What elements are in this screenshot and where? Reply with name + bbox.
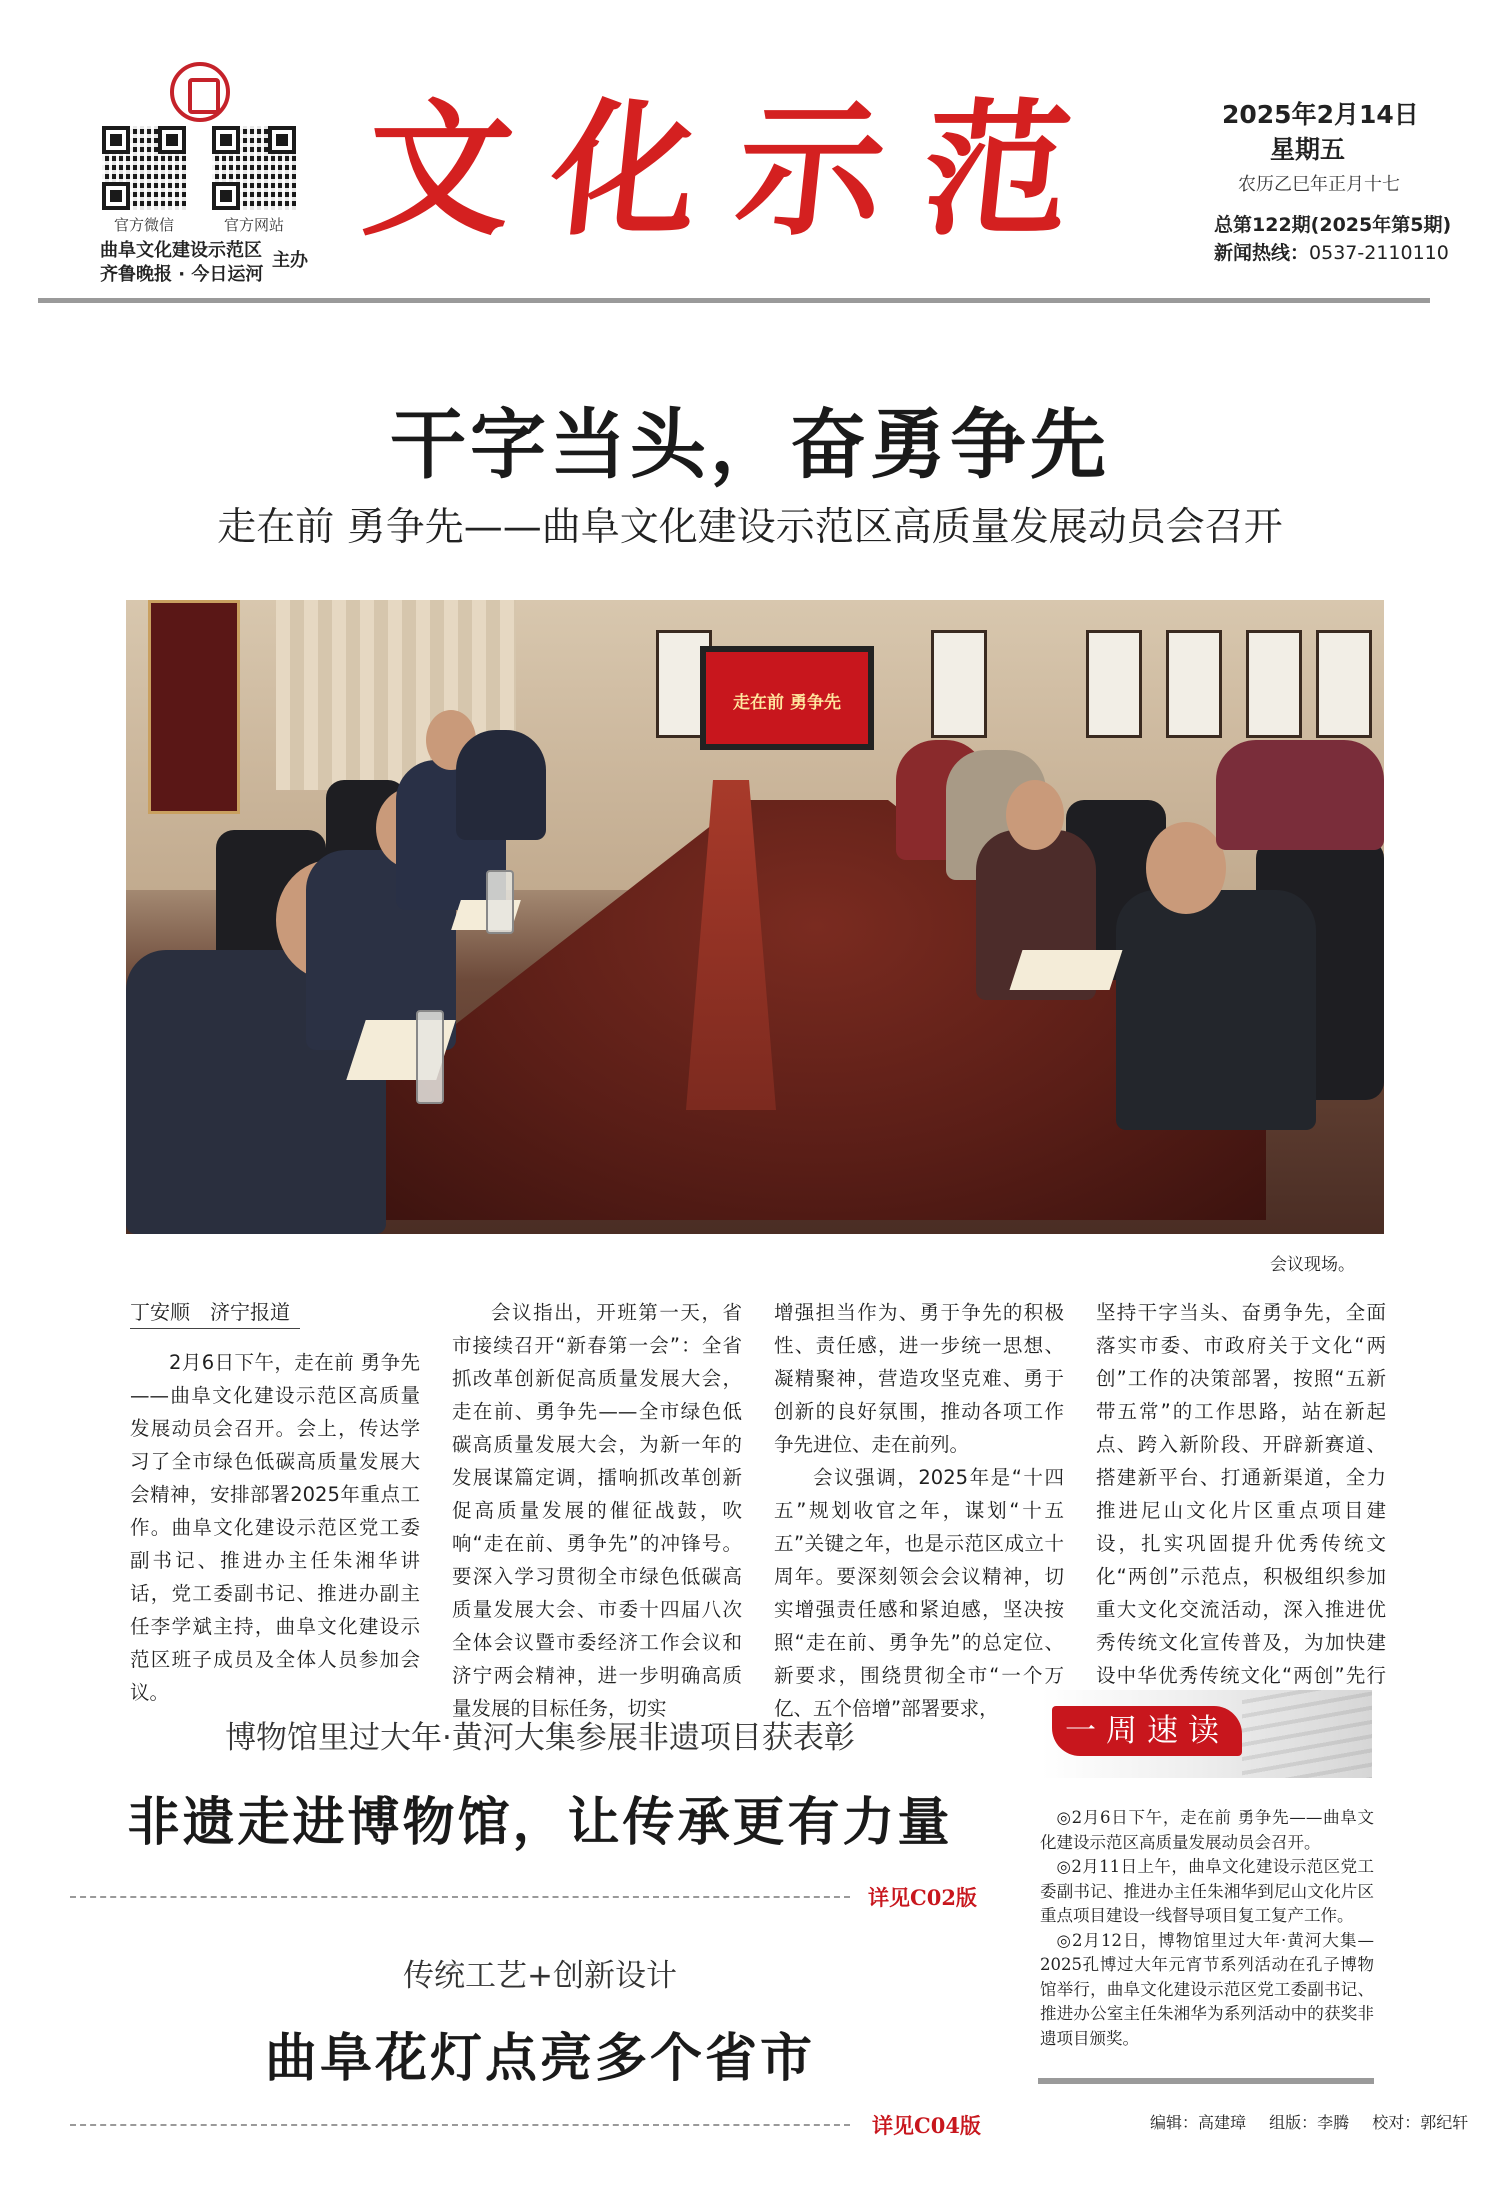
article-paragraph: 会议强调，2025年是“十四五”规划收官之年，谋划“十五五”关键之年，也是示范区成立十周年。要深刻领会会议精神，切实增强责任感和紧迫感，坚决按照“走在前、勇争先”的总定位、新要求，围绕贯彻全市“一个万亿、五个倍增”部署要求，	[774, 1466, 1064, 1720]
byline-underline	[130, 1328, 300, 1329]
promo-2-divider	[70, 2124, 850, 2126]
article-column-2	[452, 1296, 742, 1725]
page-credits	[1150, 2110, 1486, 2133]
photo-attendees-back-right	[1216, 740, 1384, 850]
qr-code-website[interactable]	[212, 126, 296, 210]
photo-wall-panel	[931, 630, 987, 738]
photo-wall-banner	[148, 600, 240, 814]
hotline-label: 新闻热线：	[1214, 242, 1310, 264]
lead-subhead: 走在前 勇争先——曲阜文化建设示范区高质量发展动员会召开	[217, 505, 1283, 550]
weekly-digest-item[interactable]: ◎2月11日上午，曲阜文化建设示范区党工委副书记、推进办主任朱湘华到尼山文化片区重点项目建设一线督导项目复工复产工作。	[1040, 1857, 1374, 1925]
host-role-label: 主办	[272, 250, 308, 271]
lunar-date: 农历乙巳年正月十七	[1238, 174, 1400, 195]
photo-water-bottle	[486, 870, 514, 934]
qr-label-wechat: 官方微信	[113, 216, 174, 234]
promo-2-kicker: 传统工艺+创新设计	[403, 1958, 677, 1994]
promo-2-see-more-link[interactable]: 详见C04版	[872, 2113, 981, 2138]
masthead-divider	[38, 298, 1430, 303]
hotline-number: 0537-2110110	[1309, 242, 1449, 264]
newspaper-nameplate: 文化示范	[357, 85, 1120, 256]
photo-projection-screen	[700, 646, 874, 750]
credit-layout: 组版：李腾	[1269, 2113, 1350, 2132]
promo-1-divider	[70, 1896, 850, 1898]
photo-notebook	[1010, 950, 1123, 990]
article-paragraph: 会议指出，开班第一天，省市接续召开“新春第一会”：全省抓改革创新促高质量发展大会，走在前、勇争先——全市绿色低碳高质量发展大会，为新一年的发展谋篇定调，擂响抓改革创新促高质量发展的催征战鼓，吹响“走在前、勇争先”的冲锋号。要深入学习贯彻全市绿色低碳高质量发展大会、市委十四届八次全体会议暨市委经济工作会议和济宁两会精神，进一步明确高质量发展的目标任务，切实	[452, 1301, 742, 1720]
photo-attendee-head	[1146, 822, 1226, 914]
qr-label-website: 官方网站	[223, 216, 284, 234]
article-byline: 丁安顺 济宁报道	[130, 1300, 290, 1324]
photo-screen-text: 走在前 勇争先	[733, 693, 841, 713]
article-paragraph: 2月6日下午，走在前 勇争先——曲阜文化建设示范区高质量发展动员会召开。会上，传达学习了全市绿色低碳高质量发展大会精神，安排部署2025年重点工作。曲阜文化建设示范区党工委副书记、推进办主任朱湘华讲话，党工委副书记、推进办副主任李学斌主持，曲阜文化建设示范区班子成员及全体人员参加会议。	[130, 1351, 420, 1704]
article-column-1	[130, 1346, 420, 1709]
news-hotline	[1214, 238, 1449, 265]
qr-code-wechat[interactable]	[102, 126, 186, 210]
weekly-digest-item[interactable]: ◎2月6日下午，走在前 勇争先——曲阜文化建设示范区高质量发展动员会召开。	[1040, 1808, 1374, 1852]
weekly-digest-bottom-rule	[1038, 2078, 1374, 2084]
photo-attendee-head	[1006, 780, 1064, 850]
weekly-digest-tag: 一周速读	[1052, 1706, 1242, 1756]
weekly-digest-item[interactable]: ◎2月12日，博物馆里过大年·黄河大集—2025孔博过大年元宵节系列活动在孔子博物馆举行，曲阜文化建设示范区党工委副书记、推进办公室主任朱湘华为系列活动中的获奖非遗项目颁奖。	[1040, 1930, 1374, 2048]
photo-attendee	[456, 730, 546, 840]
weekly-digest-list	[1040, 1806, 1374, 2051]
newspaper-seal-logo	[170, 62, 230, 122]
promo-1-title[interactable]: 非遗走进博物馆，让传承更有力量	[127, 1792, 953, 1853]
article-column-4	[1096, 1296, 1386, 1725]
host-organization-2: 齐鲁晚报 · 今日运河	[100, 264, 264, 285]
photo-wall-panel	[1316, 630, 1372, 738]
promo-1-see-more-link[interactable]: 详见C02版	[868, 1885, 977, 1910]
photo-wall-panel	[1166, 630, 1222, 738]
issue-number: 总第122期(2025年第5期)	[1214, 214, 1452, 236]
issue-date: 2025年2月14日	[1222, 100, 1419, 129]
photo-attendee	[1116, 890, 1316, 1130]
issue-weekday: 星期五	[1270, 135, 1346, 164]
lead-headline: 干字当头，奋勇争先	[390, 400, 1110, 489]
host-organization-1: 曲阜文化建设示范区	[100, 240, 262, 261]
photo-wall-panel	[1086, 630, 1142, 738]
photo-caption: 会议现场。	[1270, 1255, 1355, 1275]
photo-water-bottle	[416, 1010, 444, 1104]
credit-proofreader: 校对：郭纪轩	[1372, 2113, 1469, 2132]
credit-editor: 编辑：高建璋	[1150, 2113, 1247, 2132]
meeting-photo[interactable]	[126, 600, 1384, 1234]
photo-wall-panel	[1246, 630, 1302, 738]
article-column-3	[774, 1296, 1064, 1725]
promo-2-title[interactable]: 曲阜花灯点亮多个省市	[264, 2028, 815, 2089]
article-paragraph: 增强担当作为、勇于争先的积极性、责任感，进一步统一思想、凝精聚神，营造攻坚克难、勇于创新的良好氛围，推动各项工作争先进位、走在前列。	[774, 1301, 1064, 1456]
promo-1-kicker: 博物馆里过大年·黄河大集参展非遗项目获表彰	[225, 1720, 855, 1756]
article-paragraph: 坚持干字当头、奋勇争先，全面落实市委、市政府关于文化“两创”工作的决策部署，按照“五新带五常”的工作思路，站在新起点、跨入新阶段、开辟新赛道、搭建新平台、打通新渠道，全力推进尼山文化片区重点项目建设，扎实巩固提升优秀传统文化“两创”示范点，积极组织参加重大文化交流活动，深入推进优秀传统文化宣传普及，为加快建设中华优秀传统文化“两创”先行	[1096, 1301, 1386, 1687]
